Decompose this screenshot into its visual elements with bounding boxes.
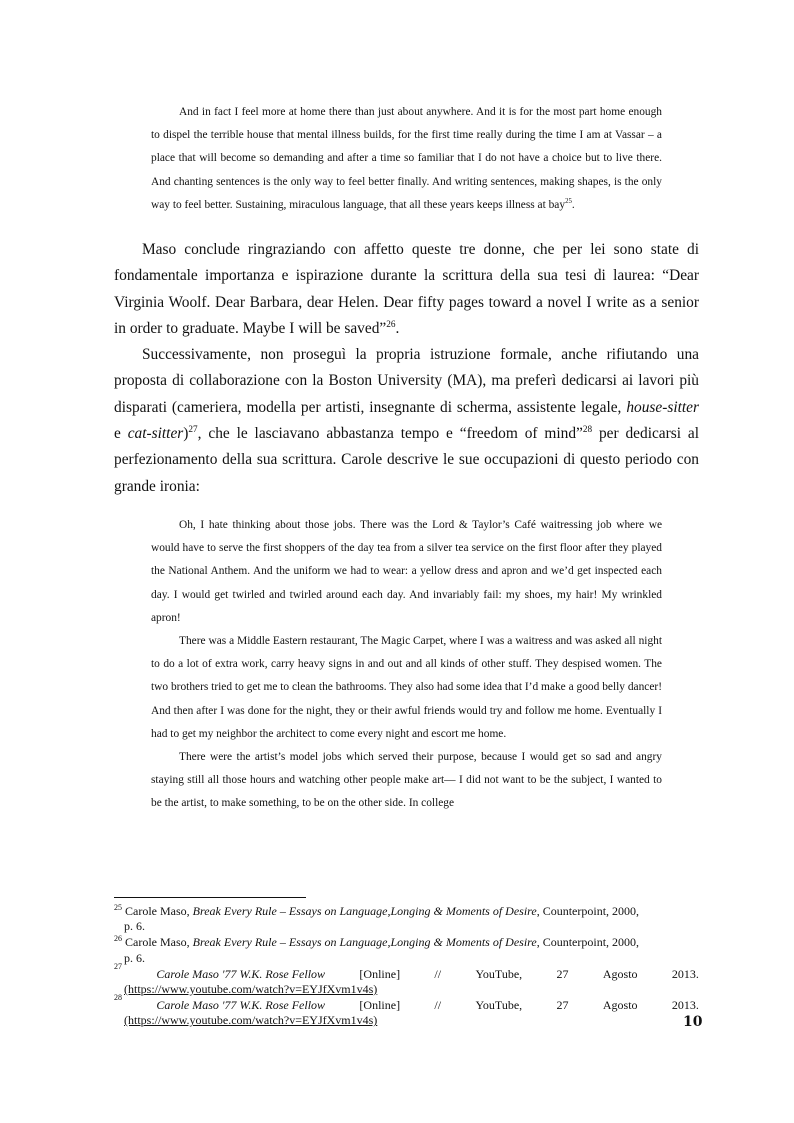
paragraph-jobs: Successivamente, non proseguì la propria istruzione formale, anche rifiutando una proposta di collaborazione con la Boston University (MA), ma preferì dedicarsi ai lavori più disparati (cameriera, modella per artisti, insegnante di scherma, assistente legale, house-sitter e cat-sitter)$^{27}$, che le lasciavano abbastanza tempo e “freedom of mind”$^{28}$ per dedicarsi al perfezionamento della sua scrittura. Carole descrive le sue occupazioni di questo periodo con grande ironia:: [114, 346, 699, 495]
paragraph-maso-thanks: Maso conclude ringraziando con affetto queste tre donne, che per lei sono state di fondamentale importanza e ispirazione durante la scrittura della sua tesi di laurea: “Dear Virginia Woolf. Dear Barbara, dear Helen. Dear fifty pages toward a novel I write as a senior in order to graduate. Maybe I will be saved”$^{26}$.: [114, 241, 699, 337]
footnote-ref[interactable]: 28: [582, 423, 593, 434]
footnote-25: $^{25}$ Carole Maso, Break Every Rule – Essays on Language,Longing & Moments of Desire, Counterpoint, 2000, p. 6.: [114, 903, 640, 934]
youtube-link[interactable]: (https://www.youtube.com/watch?v=EYJfXvm1v4s): [124, 1013, 378, 1028]
footnote-ref[interactable]: 27: [188, 423, 198, 434]
block-quote-vassar: [151, 101, 662, 217]
footnote-27: 27 Carole Maso '77 W.K. Rose Fellow [Online] // YouTube, 27 Agosto 2013. (https://www.youtube.com/watch?v=EYJfXvm1v4s): [114, 961, 699, 997]
footnote-ref[interactable]: 25: [565, 198, 572, 206]
body-text: [114, 237, 699, 500]
youtube-link[interactable]: (https://www.youtube.com/watch?v=EYJfXvm1v4s): [124, 982, 378, 997]
quote-paragraph: There were the artist’s model jobs which served their purpose, because I would get so sad and angry staying still all those hours and watching other people make art— I did not want to be the subject, I wanted to be the artist, to make something, to be on the other side. In college: [151, 751, 662, 810]
footnote-28: 28 Carole Maso '77 W.K. Rose Fellow [Online] // YouTube, 27 Agosto 2013. (https://www.youtube.com/watch?v=EYJfXvm1v4s): [114, 993, 699, 1028]
quote-paragraph: Oh, I hate thinking about those jobs. There was the Lord & Taylor’s Café waitressing job where we would have to serve the first shoppers of the day tea from a silver tea service on the first floor after they played the National Anthem. And the uniform we had to wear: a yellow dress and apron and we’d get inspected each day. I would get twirled and twirled around each day. And invariably fail: my shoes, my hair! My wrinkled apron!: [151, 519, 662, 624]
footnote-separator: [114, 897, 306, 898]
quote-paragraph: And in fact I feel more at home there than just about anywhere. And it is for the most part home enough to dispel the terrible house that mental illness builds, for the first time really during the time I am at Vassar – a place that will become so demanding and after a time so familiar that I do not have a choice but to live there. And chanting sentences is the only way to feel better finally. And writing sentences, making shapes, is the only way to feel better. Sustaining, miraculous language, that all these years keeps illness at bay$^{25}$.: [151, 106, 662, 211]
block-quote-jobs: [151, 514, 662, 816]
page-number: 10: [683, 1014, 703, 1030]
footnote-26: $^{26}$ Carole Maso, Break Every Rule – Essays on Language,Longing & Moments of Desire, Counterpoint, 2000, p. 6.: [114, 934, 640, 965]
footnotes: [114, 904, 699, 1030]
footnote-ref[interactable]: 26: [386, 318, 396, 329]
quote-paragraph: There was a Middle Eastern restaurant, The Magic Carpet, where I was a waitress and was asked all night to do a lot of extra work, carry heavy signs in and out and all kinds of other stuff. They despised women. The two brothers tried to get me to clean the bathrooms. They also had some idea that I’d make a good belly dancer! And then after I was done for the night, they or their awful friends would try and follow me home. Eventually I had to get my neighbor the architect to come every night and escort me home.: [151, 635, 662, 740]
